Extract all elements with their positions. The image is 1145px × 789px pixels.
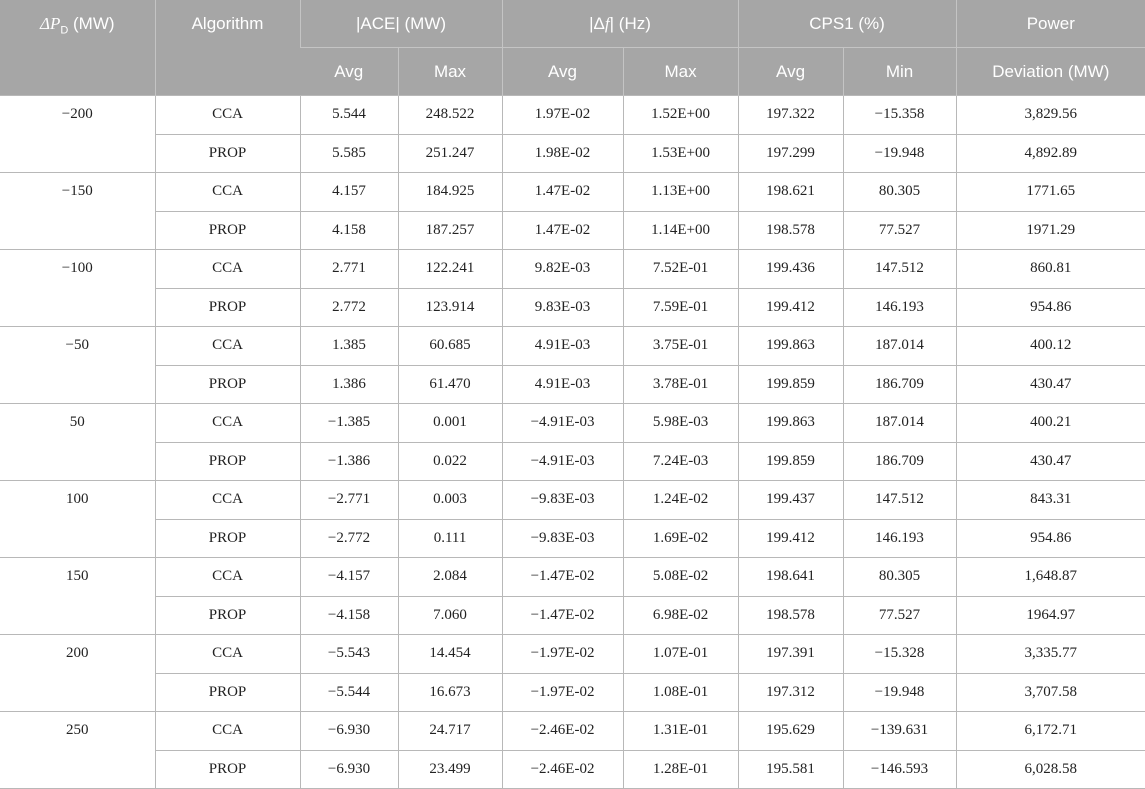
cps-avg-cell: 197.322	[738, 96, 843, 135]
ace-max-cell: 187.257	[398, 211, 502, 250]
ace-max-cell: 16.673	[398, 673, 502, 712]
table-row	[0, 211, 1145, 250]
ace-avg-cell: 4.157	[300, 173, 398, 212]
cps-min-cell: 77.527	[843, 211, 956, 250]
delta-pd-cell: 100	[0, 481, 155, 558]
df-max-cell: 5.98E-03	[623, 404, 738, 443]
power-deviation-cell: 1,648.87	[956, 558, 1145, 597]
header-ace-max: Max	[398, 48, 502, 96]
ace-max-cell: 251.247	[398, 134, 502, 173]
df-avg-cell: −4.91E-03	[502, 442, 623, 481]
ace-avg-cell: 5.585	[300, 134, 398, 173]
df-max-cell: 1.28E-01	[623, 750, 738, 789]
ace-avg-cell: −2.772	[300, 519, 398, 558]
ace-avg-cell: −6.930	[300, 750, 398, 789]
df-avg-cell: −1.47E-02	[502, 596, 623, 635]
df-max-cell: 1.24E-02	[623, 481, 738, 520]
table-row	[0, 750, 1145, 789]
ace-max-cell: 0.111	[398, 519, 502, 558]
ace-avg-cell: 1.386	[300, 365, 398, 404]
ace-avg-cell: 2.771	[300, 250, 398, 289]
df-max-cell: 1.52E+00	[623, 96, 738, 135]
df-avg-cell: 4.91E-03	[502, 365, 623, 404]
delta-pd-cell: 150	[0, 558, 155, 635]
power-deviation-cell: 430.47	[956, 365, 1145, 404]
power-deviation-cell: 843.31	[956, 481, 1145, 520]
table-body	[0, 96, 1145, 789]
table-row	[0, 96, 1145, 135]
ace-max-cell: 123.914	[398, 288, 502, 327]
cps-avg-cell: 197.299	[738, 134, 843, 173]
algorithm-cell: CCA	[155, 635, 300, 674]
df-max-cell: 1.08E-01	[623, 673, 738, 712]
header-df-avg: Avg	[502, 48, 623, 96]
algorithm-cell: PROP	[155, 442, 300, 481]
algorithm-cell: CCA	[155, 173, 300, 212]
table-row	[0, 673, 1145, 712]
ace-avg-cell: 2.772	[300, 288, 398, 327]
df-avg-cell: 4.91E-03	[502, 327, 623, 366]
power-deviation-cell: 3,335.77	[956, 635, 1145, 674]
table-row	[0, 404, 1145, 443]
ace-avg-cell: −4.157	[300, 558, 398, 597]
ace-avg-cell: −1.385	[300, 404, 398, 443]
cps-min-cell: 80.305	[843, 558, 956, 597]
df-max-cell: 5.08E-02	[623, 558, 738, 597]
df-avg-cell: 1.98E-02	[502, 134, 623, 173]
header-df-prefix: |Δ	[589, 13, 605, 33]
df-avg-cell: 9.83E-03	[502, 288, 623, 327]
power-deviation-cell: 6,028.58	[956, 750, 1145, 789]
df-max-cell: 7.24E-03	[623, 442, 738, 481]
df-avg-cell: −1.97E-02	[502, 673, 623, 712]
cps-min-cell: 80.305	[843, 173, 956, 212]
power-deviation-cell: 6,172.71	[956, 712, 1145, 751]
df-max-cell: 1.69E-02	[623, 519, 738, 558]
df-max-cell: 3.75E-01	[623, 327, 738, 366]
power-deviation-cell: 400.12	[956, 327, 1145, 366]
cps-avg-cell: 199.412	[738, 519, 843, 558]
df-avg-cell: −1.47E-02	[502, 558, 623, 597]
header-df-suffix: | (Hz)	[609, 13, 651, 33]
algorithm-cell: CCA	[155, 712, 300, 751]
power-deviation-cell: 954.86	[956, 288, 1145, 327]
table-row	[0, 558, 1145, 597]
header-delta-pd	[0, 0, 155, 96]
cps-avg-cell: 199.412	[738, 288, 843, 327]
ace-avg-cell: −5.543	[300, 635, 398, 674]
algorithm-cell: CCA	[155, 558, 300, 597]
df-max-cell: 7.52E-01	[623, 250, 738, 289]
delta-pd-cell: 200	[0, 635, 155, 712]
cps-avg-cell: 195.581	[738, 750, 843, 789]
delta-pd-cell: −200	[0, 96, 155, 173]
algorithm-cell: PROP	[155, 211, 300, 250]
algorithm-cell: PROP	[155, 288, 300, 327]
table-row	[0, 365, 1145, 404]
ace-avg-cell: −5.544	[300, 673, 398, 712]
df-avg-cell: −9.83E-03	[502, 481, 623, 520]
df-avg-cell: 1.47E-02	[502, 173, 623, 212]
delta-pd-cell: −150	[0, 173, 155, 250]
cps-min-cell: −15.328	[843, 635, 956, 674]
header-cps-avg: Avg	[738, 48, 843, 96]
power-deviation-cell: 400.21	[956, 404, 1145, 443]
ace-avg-cell: 4.158	[300, 211, 398, 250]
algorithm-cell: PROP	[155, 596, 300, 635]
df-max-cell: 1.31E-01	[623, 712, 738, 751]
df-max-cell: 1.53E+00	[623, 134, 738, 173]
power-deviation-cell: 4,892.89	[956, 134, 1145, 173]
cps-min-cell: −19.948	[843, 673, 956, 712]
df-avg-cell: −9.83E-03	[502, 519, 623, 558]
ace-max-cell: 0.001	[398, 404, 502, 443]
algorithm-cell: PROP	[155, 134, 300, 173]
df-max-cell: 1.13E+00	[623, 173, 738, 212]
header-delta-sub: D	[60, 24, 69, 37]
cps-avg-cell: 199.859	[738, 442, 843, 481]
header-df-max: Max	[623, 48, 738, 96]
cps-min-cell: 147.512	[843, 250, 956, 289]
ace-max-cell: 2.084	[398, 558, 502, 597]
cps-min-cell: 186.709	[843, 365, 956, 404]
table-row	[0, 635, 1145, 674]
table-row	[0, 519, 1145, 558]
power-deviation-cell: 3,829.56	[956, 96, 1145, 135]
cps-min-cell: 77.527	[843, 596, 956, 635]
ace-max-cell: 14.454	[398, 635, 502, 674]
algorithm-cell: PROP	[155, 750, 300, 789]
cps-avg-cell: 198.578	[738, 596, 843, 635]
cps-min-cell: 187.014	[843, 404, 956, 443]
cps-avg-cell: 199.863	[738, 327, 843, 366]
algorithm-cell: PROP	[155, 673, 300, 712]
ace-max-cell: 0.003	[398, 481, 502, 520]
delta-pd-cell: −100	[0, 250, 155, 327]
header-df-f: f	[604, 13, 610, 33]
header-delta-f	[502, 0, 738, 48]
table-row	[0, 481, 1145, 520]
ace-avg-cell: −6.930	[300, 712, 398, 751]
power-deviation-cell: 1964.97	[956, 596, 1145, 635]
power-deviation-cell: 430.47	[956, 442, 1145, 481]
power-deviation-cell: 1771.65	[956, 173, 1145, 212]
header-algorithm: Algorithm	[155, 0, 300, 96]
header-delta-unit: (MW)	[68, 14, 115, 33]
algorithm-cell: CCA	[155, 404, 300, 443]
df-avg-cell: −1.97E-02	[502, 635, 623, 674]
ace-max-cell: 60.685	[398, 327, 502, 366]
df-avg-cell: −2.46E-02	[502, 712, 623, 751]
df-avg-cell: −4.91E-03	[502, 404, 623, 443]
power-deviation-cell: 954.86	[956, 519, 1145, 558]
cps-min-cell: 147.512	[843, 481, 956, 520]
df-avg-cell: 9.82E-03	[502, 250, 623, 289]
cps-min-cell: 146.193	[843, 519, 956, 558]
header-ace-avg: Avg	[300, 48, 398, 96]
cps-min-cell: 146.193	[843, 288, 956, 327]
ace-avg-cell: 1.385	[300, 327, 398, 366]
cps-avg-cell: 195.629	[738, 712, 843, 751]
table-row	[0, 250, 1145, 289]
table-row	[0, 712, 1145, 751]
ace-max-cell: 184.925	[398, 173, 502, 212]
algorithm-cell: CCA	[155, 481, 300, 520]
table-row	[0, 288, 1145, 327]
algorithm-cell: PROP	[155, 519, 300, 558]
delta-pd-cell: −50	[0, 327, 155, 404]
cps-avg-cell: 197.391	[738, 635, 843, 674]
header-power-deviation: Deviation (MW)	[956, 48, 1145, 96]
algorithm-cell: PROP	[155, 365, 300, 404]
ace-avg-cell: −1.386	[300, 442, 398, 481]
header-power: Power	[956, 0, 1145, 48]
header-cps1: CPS1 (%)	[738, 0, 956, 48]
delta-pd-cell: 50	[0, 404, 155, 481]
df-max-cell: 7.59E-01	[623, 288, 738, 327]
ace-max-cell: 7.060	[398, 596, 502, 635]
cps-avg-cell: 197.312	[738, 673, 843, 712]
ace-max-cell: 0.022	[398, 442, 502, 481]
header-delta-p: P	[49, 14, 61, 33]
cps-avg-cell: 199.859	[738, 365, 843, 404]
cps-min-cell: −19.948	[843, 134, 956, 173]
ace-max-cell: 61.470	[398, 365, 502, 404]
header-delta-symbol: Δ	[39, 14, 50, 33]
cps-min-cell: −15.358	[843, 96, 956, 135]
cps-min-cell: −146.593	[843, 750, 956, 789]
ace-max-cell: 23.499	[398, 750, 502, 789]
ace-max-cell: 24.717	[398, 712, 502, 751]
cps-avg-cell: 198.578	[738, 211, 843, 250]
cps-avg-cell: 198.641	[738, 558, 843, 597]
ace-max-cell: 122.241	[398, 250, 502, 289]
ace-avg-cell: −2.771	[300, 481, 398, 520]
cps-avg-cell: 199.437	[738, 481, 843, 520]
table-row	[0, 327, 1145, 366]
table-row	[0, 596, 1145, 635]
algorithm-cell: CCA	[155, 96, 300, 135]
table-row	[0, 173, 1145, 212]
cps-avg-cell: 199.436	[738, 250, 843, 289]
table-header	[0, 0, 1145, 96]
cps-min-cell: 186.709	[843, 442, 956, 481]
df-max-cell: 1.14E+00	[623, 211, 738, 250]
cps-min-cell: 187.014	[843, 327, 956, 366]
df-max-cell: 3.78E-01	[623, 365, 738, 404]
power-deviation-cell: 860.81	[956, 250, 1145, 289]
df-avg-cell: 1.47E-02	[502, 211, 623, 250]
power-deviation-cell: 3,707.58	[956, 673, 1145, 712]
header-ace: |ACE| (MW)	[300, 0, 502, 48]
table-row	[0, 442, 1145, 481]
table-row	[0, 134, 1145, 173]
df-max-cell: 6.98E-02	[623, 596, 738, 635]
ace-avg-cell: 5.544	[300, 96, 398, 135]
cps-min-cell: −139.631	[843, 712, 956, 751]
ace-avg-cell: −4.158	[300, 596, 398, 635]
algorithm-cell: CCA	[155, 327, 300, 366]
power-deviation-cell: 1971.29	[956, 211, 1145, 250]
algorithm-cell: CCA	[155, 250, 300, 289]
ace-max-cell: 248.522	[398, 96, 502, 135]
cps-avg-cell: 199.863	[738, 404, 843, 443]
header-cps-min: Min	[843, 48, 956, 96]
df-avg-cell: −2.46E-02	[502, 750, 623, 789]
df-avg-cell: 1.97E-02	[502, 96, 623, 135]
cps-avg-cell: 198.621	[738, 173, 843, 212]
df-max-cell: 1.07E-01	[623, 635, 738, 674]
delta-pd-cell: 250	[0, 712, 155, 789]
